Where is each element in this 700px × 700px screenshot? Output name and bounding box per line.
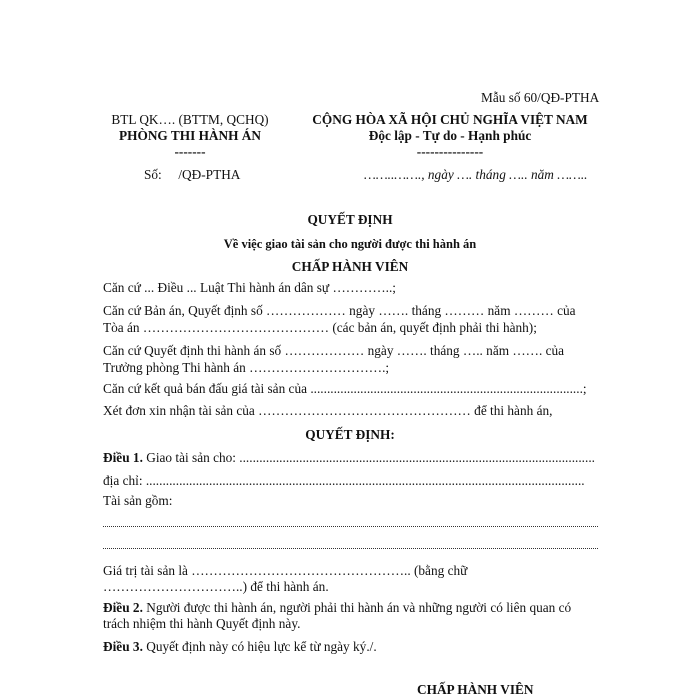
basis-enforcement-decision-cont: Trưởng phòng Thi hành án ………………………….; (103, 360, 390, 375)
basis-enforcement-decision: Căn cứ Quyết định thi hành án số ……………… ngày ……. tháng ….. năm ……. của (103, 343, 565, 358)
assets-blank-line-2 (103, 548, 598, 549)
article-2-text: Người được thi hành án, người phải thi hành án và những người có liên quan có (142, 600, 572, 615)
assets-label: Tài sản gồm: (103, 493, 173, 508)
basis-law: Căn cứ ... Điều ... Luật Thi hành án dân sự …………..; (103, 280, 396, 295)
document-subtitle: Về việc giao tài sản cho người được thi hành án (223, 237, 477, 251)
article-1-label: Điều 1. (103, 450, 143, 465)
right-header-separator: --------------- (416, 144, 484, 159)
article-2-label: Điều 2. (103, 600, 143, 615)
form-number: Mẫu số 60/QĐ-PTHA (481, 90, 600, 105)
authority-heading: CHẤP HÀNH VIÊN (291, 259, 409, 274)
left-header-department: PHÒNG THI HÀNH ÁN (119, 128, 261, 143)
decision-heading: QUYẾT ĐỊNH: (305, 427, 395, 442)
basis-judgment-cont: Tòa án …………………………………… (các bản án, quyết định phải thi hành); (103, 320, 537, 335)
article-1-text: Giao tài sản cho: ........................................................................................................... (142, 450, 595, 465)
basis-auction-result: Căn cứ kết quả bán đấu giá tài sản của ..................................................................................; (103, 381, 587, 396)
article-3-label: Điều 3. (103, 639, 143, 654)
basis-judgment: Căn cứ Bản án, Quyết định số ……………… ngày ……. tháng ……… năm ……… của (103, 303, 576, 318)
signature-title: CHẤP HÀNH VIÊN (417, 682, 534, 697)
recipient-address: địa chỉ: .................................................................................................................................... (103, 473, 585, 488)
assets-blank-line-1 (103, 526, 598, 527)
article-2 (103, 600, 571, 616)
asset-value-line: Giá trị tài sản là ………………………………………….. (bằng chữ (103, 563, 468, 578)
article-1 (103, 450, 595, 466)
left-header-line1: BTL QK…. (BTTM, QCHQ) (111, 112, 269, 127)
national-title: CỘNG HÒA XÃ HỘI CHỦ NGHĨA VIỆT NAM (312, 112, 588, 127)
decision-number: Số: /QĐ-PTHA (144, 167, 241, 182)
asset-value-words-line: …………………………..) để thi hành án. (103, 579, 329, 594)
article-3-text: Quyết định này có hiệu lực kể từ ngày ký./. (142, 639, 377, 654)
date-line: ……..……., ngày …. tháng ….. năm …….. (364, 167, 588, 182)
document-title: QUYẾT ĐỊNH (307, 212, 393, 227)
article-3 (103, 639, 377, 655)
basis-application: Xét đơn xin nhận tài sản của ………………………………………… để thi hành án, (103, 403, 553, 418)
article-2-cont: trách nhiệm thi hành Quyết định này. (103, 616, 301, 631)
national-motto: Độc lập - Tự do - Hạnh phúc (368, 128, 532, 143)
left-header-separator: ------- (174, 144, 206, 159)
